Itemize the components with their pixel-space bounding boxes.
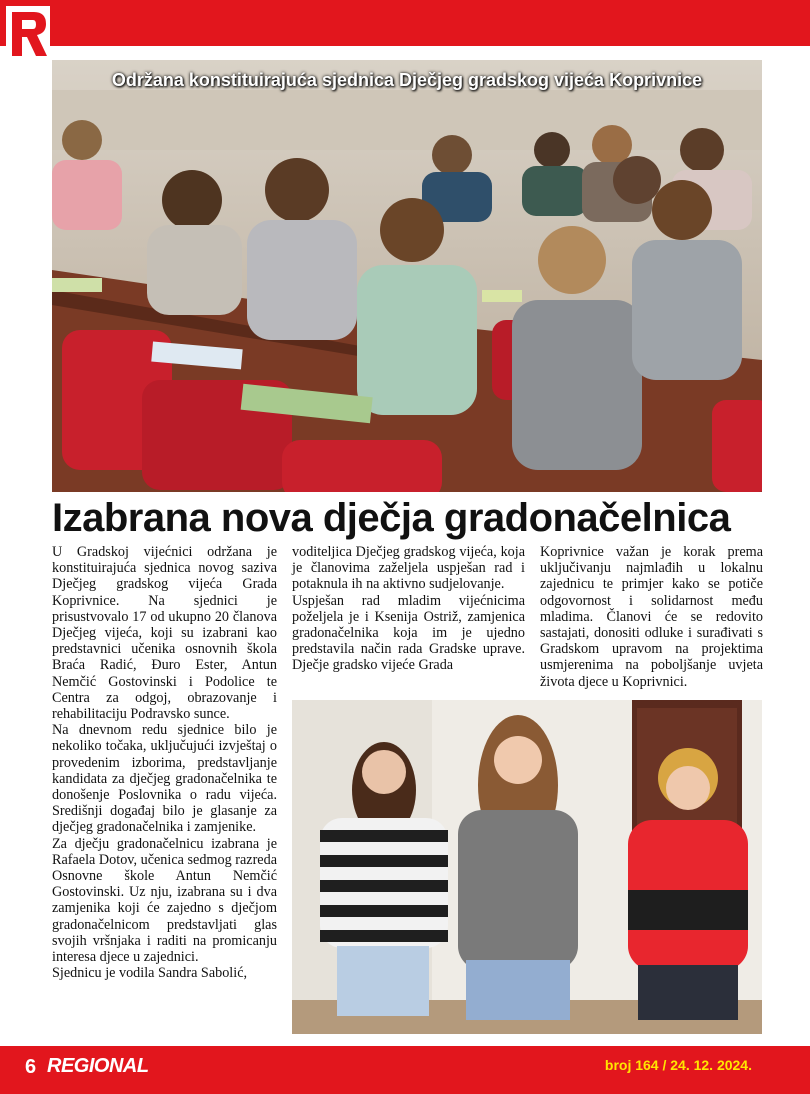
paragraph: Uspješan rad mladim vijećnicima poželjela je i Ksenija Ostriž, zamjenica gradonačelnika koja im je ujedno predstavila način rada Gradske uprave. Dječje gradsko vijeće Grada <box>292 592 525 674</box>
issue-label: broj 164 / 24. 12. 2024. <box>604 1057 752 1073</box>
paragraph: Sjednicu je vodila Sandra Sabolić, <box>52 965 248 982</box>
photo-caption: Održana konstituirajuća sjednica Dječjeg gradskog vijeća Koprivnice <box>111 70 703 90</box>
article-column-3 <box>540 544 763 690</box>
paragraph: voditeljica Dječjeg gradskog vijeća, koja je članovima zaželjela uspješan rad i potaknula ih na aktivno sudjelovanje. <box>292 544 525 593</box>
footer-bar <box>0 1046 810 1094</box>
three-children-photo <box>292 700 762 1034</box>
paragraph: Za dječju gradonačelnicu izabrana je Rafaela Dotov, učenica sedmog razreda Osnovne škole Antun Nemčić Gostovinski. Uz nju, izabrana su i dva zamjenika koji će zajedno s dječjom gradonačelnicom predstavljati glas svojih vršnjaka i raditi na promicanju interesa djece u zajednici. <box>52 835 277 966</box>
top-red-bar <box>0 0 810 46</box>
article-column-2 <box>292 544 525 674</box>
paragraph: Koprivnice važan je korak prema uključivanju najmlađih u lokalnu zajednicu te primjer kako se potiče odgovornost i solidarnost među mladima. Članovi će se redovito sastajati, donositi odluke i surađivati s Gradskom upravom na projektima usmjerenima na poboljšanje uvjeta života djece u Koprivnici. <box>540 544 763 690</box>
article-column-1 <box>52 544 277 981</box>
paragraph: Na dnevnom redu sjednice bilo je nekoliko točaka, uključujući izvještaj o provedenim izborima, predstavljanje kandidata za dječjeg gradonačelnika te donošenje Poslovnika o radu vijeća. Središnji događaj bilo je glasanje za dječjeg gradonačelnika i zamjenike. <box>52 722 277 836</box>
brand-logo: REGIONAL <box>47 1055 149 1077</box>
three-children-portrait-photo-icon <box>292 700 762 1034</box>
regional-r-logo-icon <box>6 6 50 60</box>
paragraph: U Gradskoj vijećnici održana je konstituirajuća sjednica novog saziva Dječjeg gradskog vijeća Grada Koprivnice. Na sjednici je prisustvovalo 17 od ukupno 20 članova Dječjeg vijeća, koji su izabrani kao predstavnici učenika osnovnih škola Braća Radić, Đuro Ester, Antun Nemčić Gostovinski i Podolice te Centra za odgoj, obrazovanje i rehabilitaciju Podravsko sunce. <box>52 544 277 723</box>
council-session-photo <box>52 60 762 492</box>
council-session-photo-icon <box>52 60 762 492</box>
page-number: 6 <box>25 1056 37 1078</box>
article-headline: Izabrana nova dječja gradonačelnica <box>52 496 731 540</box>
